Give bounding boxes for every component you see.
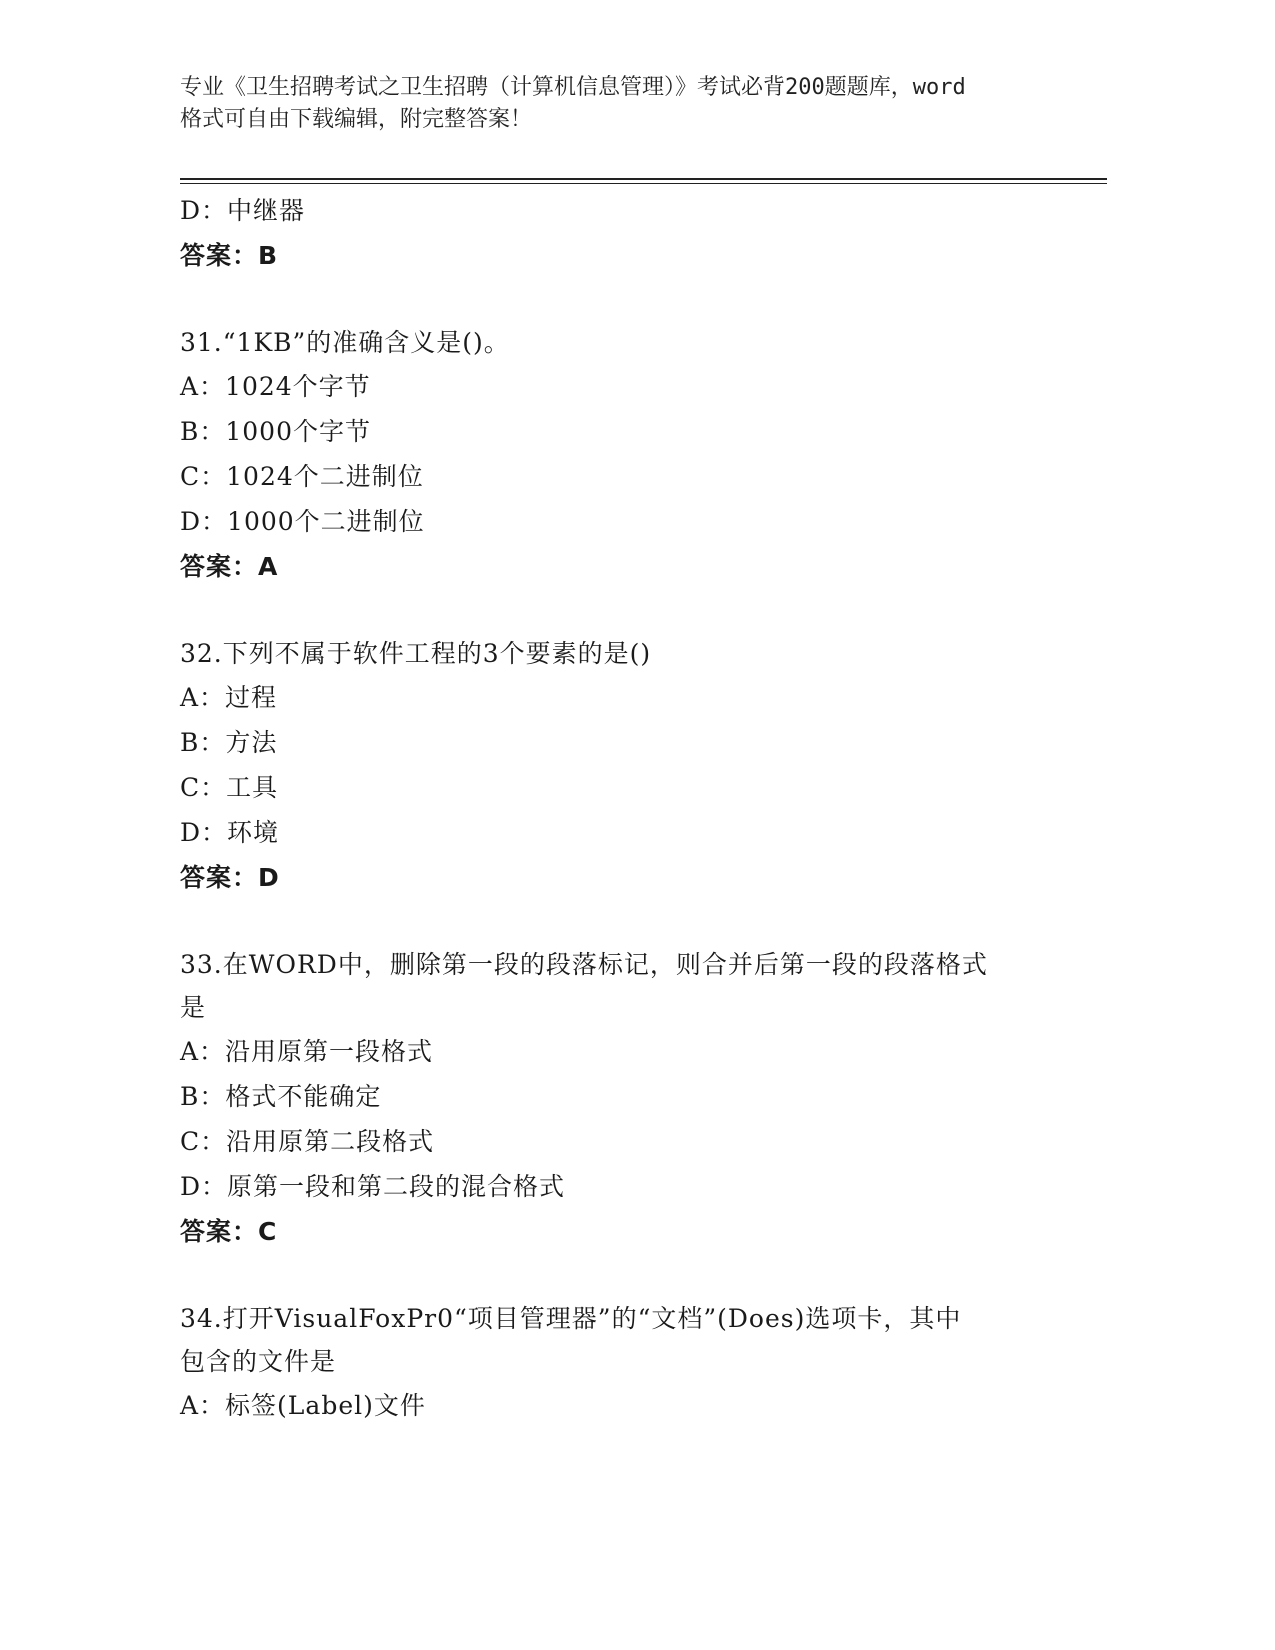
option-b: B：1000个字节 — [180, 417, 371, 446]
option-b: B：格式不能确定 — [180, 1082, 382, 1111]
option-c: C：沿用原第二段格式 — [180, 1127, 435, 1156]
answer: 答案：C — [180, 1217, 278, 1246]
option-d: D：中继器 — [180, 196, 306, 225]
spacer — [180, 278, 1060, 321]
option-a: A：标签(Label)文件 — [180, 1391, 426, 1420]
option-d: D：1000个二进制位 — [180, 507, 425, 536]
header-title-line-1: 专业《卫生招聘考试之卫生招聘（计算机信息管理）》考试必背200题题库，word — [180, 75, 966, 100]
header-divider — [180, 178, 1107, 184]
answer: 答案：A — [180, 552, 279, 581]
question-text: 33.在WORD中，删除第一段的段落标记，则合并后第一段的段落格式 — [180, 950, 988, 979]
question-text-continued: 是 — [180, 993, 207, 1022]
document-header — [180, 72, 1050, 136]
question-32 — [180, 632, 1060, 900]
question-34 — [180, 1297, 1060, 1428]
option-c: C：工具 — [180, 773, 279, 802]
option-d: D：环境 — [180, 818, 280, 847]
header-title-line-2: 格式可自由下载编辑，附完整答案！ — [180, 107, 533, 132]
answer: 答案：D — [180, 863, 280, 892]
question-text-continued: 包含的文件是 — [180, 1347, 337, 1376]
option-b: B：方法 — [180, 728, 278, 757]
spacer — [180, 900, 1060, 943]
option-c: C：1024个二进制位 — [180, 462, 424, 491]
spacer — [180, 1254, 1060, 1297]
question-text: 32.下列不属于软件工程的3个要素的是() — [180, 639, 652, 668]
option-d: D：原第一段和第二段的混合格式 — [180, 1172, 566, 1201]
option-a: A：沿用原第一段格式 — [180, 1037, 434, 1066]
question-text: 34.打开VisualFoxPr0“项目管理器”的“文档”(Does)选项卡，其中 — [180, 1304, 962, 1333]
option-a: A：过程 — [180, 683, 278, 712]
spacer — [180, 589, 1060, 632]
question-33 — [180, 943, 1060, 1254]
question-31 — [180, 321, 1060, 589]
answer: 答案：B — [180, 241, 279, 270]
option-a: A：1024个字节 — [180, 372, 371, 401]
question-list — [180, 188, 1060, 1428]
question-text: 31.“1KB”的准确含义是()。 — [180, 328, 510, 357]
